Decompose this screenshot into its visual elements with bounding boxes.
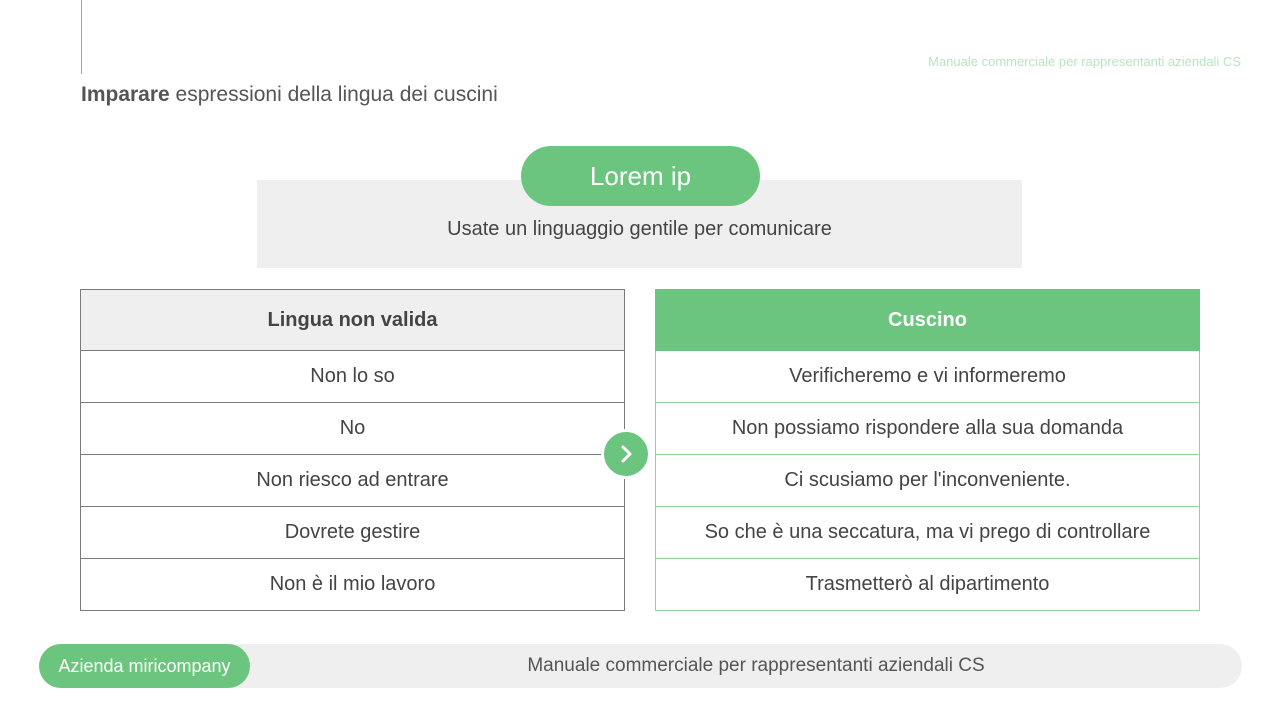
cushion-header: Cuscino (656, 290, 1200, 351)
table-header-row (81, 290, 625, 351)
cushion-phrase-cell: Trasmetterò al dipartimento (656, 559, 1200, 611)
invalid-phrase-cell: Non è il mio lavoro (81, 559, 625, 611)
table-row (81, 403, 625, 455)
chevron-right-icon (601, 429, 651, 479)
tip-pill-label: Lorem ip (521, 146, 760, 206)
table-row (81, 507, 625, 559)
cushion-phrase-cell: Ci scusiamo per l'inconveniente. (656, 455, 1200, 507)
chevron-right-glyph (615, 443, 637, 465)
footer-company-pill: Azienda miricompany (39, 644, 250, 688)
table-row (656, 403, 1200, 455)
table-row (656, 559, 1200, 611)
table-row (656, 507, 1200, 559)
table-row (81, 559, 625, 611)
table-row (81, 351, 625, 403)
page-title-bold: Imparare (81, 83, 170, 106)
table-row (656, 351, 1200, 403)
cushion-phrase-cell: Verificheremo e vi informeremo (656, 351, 1200, 403)
table-row (81, 455, 625, 507)
tip-text: Usate un linguaggio gentile per comunicare (447, 218, 832, 240)
invalid-language-table (80, 289, 625, 611)
accent-vertical-line (81, 0, 82, 74)
cushion-language-table (655, 289, 1200, 611)
cushion-phrase-cell: Non possiamo rispondere alla sua domanda (656, 403, 1200, 455)
header-caption: Manuale commerciale per rappresentanti aziendali CS (928, 54, 1241, 69)
page-title (81, 83, 498, 107)
invalid-phrase-cell: No (81, 403, 625, 455)
invalid-language-header: Lingua non valida (81, 290, 625, 351)
table-row (656, 455, 1200, 507)
cushion-phrase-cell: So che è una seccatura, ma vi prego di controllare (656, 507, 1200, 559)
page-title-rest: espressioni della lingua dei cuscini (169, 83, 498, 106)
invalid-phrase-cell: Non lo so (81, 351, 625, 403)
invalid-phrase-cell: Dovrete gestire (81, 507, 625, 559)
invalid-phrase-cell: Non riesco ad entrare (81, 455, 625, 507)
footer-text: Manuale commerciale per rappresentanti aziendali CS (527, 655, 985, 676)
table-header-row (656, 290, 1200, 351)
